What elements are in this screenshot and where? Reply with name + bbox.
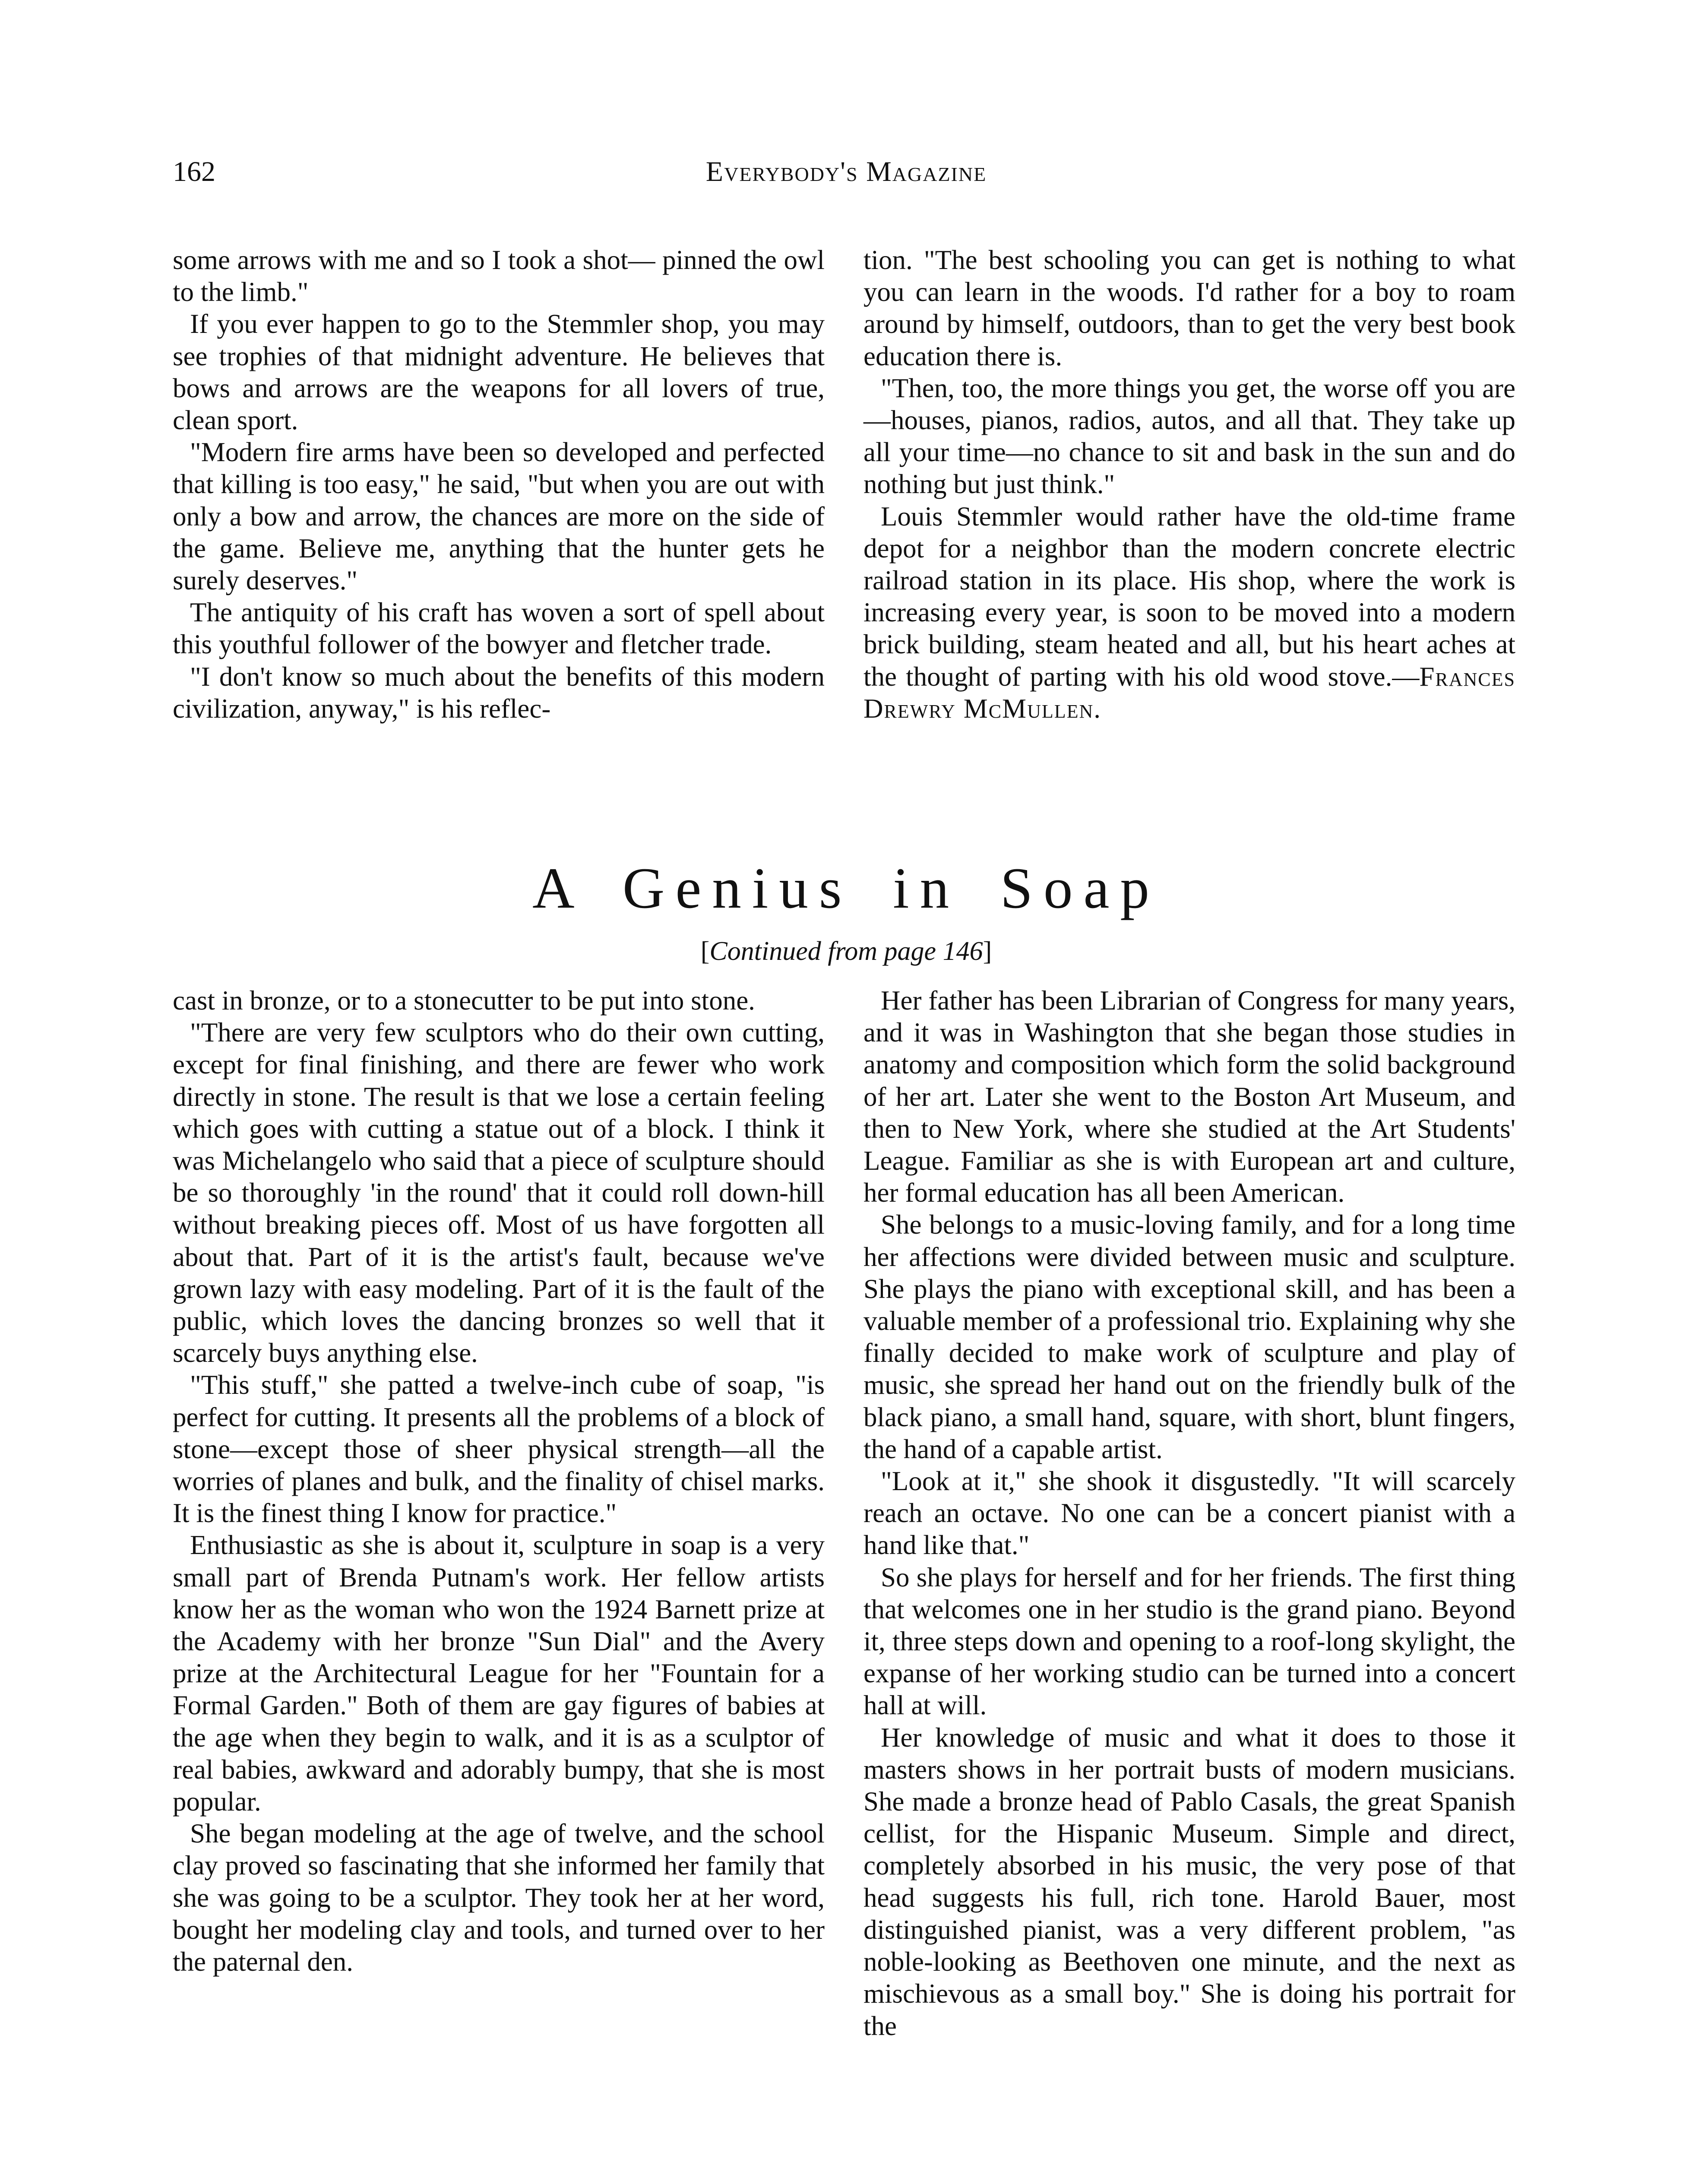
article-column-right xyxy=(863,985,1515,2042)
paragraph: "Look at it," she shook it disgustedly. "It will scarcely reach an octave. No one can be a concert pianist with a hand like that." xyxy=(863,1466,1515,1561)
paragraph: "I don't know so much about the benefits of this modern civilization, anyway," is his reflec- xyxy=(173,661,825,724)
paragraph: The antiquity of his craft has woven a sort of spell about this youthful follower of the bowyer and fletcher trade. xyxy=(173,597,825,660)
paragraph: She belongs to a music-loving family, and for a long time her affections were divided between music and sculpture. She plays the piano with exceptional skill, and has been a valuable member of a professional trio. Explaining why she finally decided to make work of sculpture and play of music, she spread her hand out on the friendly bulk of the black piano, a small hand, square, with short, blunt fingers, the hand of a capable artist. xyxy=(863,1209,1515,1464)
continued-bracket-close: ] xyxy=(983,937,992,966)
page-header xyxy=(173,155,1520,203)
article-column-left xyxy=(173,985,825,1978)
previous-article-column-left xyxy=(173,244,825,725)
author-byline: Frances Drewry McMullen. xyxy=(863,661,1515,724)
continued-note xyxy=(173,936,1520,967)
paragraph: some arrows with me and so I took a shot— pinned the owl to the limb." xyxy=(173,245,825,307)
paragraph: tion. "The best schooling you can get is nothing to what you can learn in the woods. I'd rather for a boy to roam around by himself, outdoors, than to get the very best book education there is. xyxy=(863,245,1515,371)
paragraph: "There are very few sculptors who do their own cutting, except for final finishing, and there are fewer who work directly in stone. The result is that we lose a certain feeling which goes with cutting a statue out of a block. I think it was Michelangelo who said that a piece of sculpture should be so thoroughly 'in the round' that it could roll down-hill without breaking pieces off. Most of us have forgotten all about that. Part of it is the artist's fault, because we've grown lazy with easy modeling. Part of it is the fault of the public, which loves the dancing bronzes so well that it scarcely buys anything else. xyxy=(173,1017,825,1368)
paragraph: "This stuff," she patted a twelve-inch cube of soap, "is perfect for cutting. It presents all the problems of a block of stone—except those of sheer physical strength—all the worries of planes and bulk, and the finality of chisel marks. It is the finest thing I know for practice." xyxy=(173,1370,825,1529)
magazine-title: Everybody's Magazine xyxy=(705,156,987,187)
paragraph: "Modern fire arms have been so developed and perfected that killing is too easy," he said, "but when you are out with only a bow and arrow, the chances are more on the side of the game. Believe me, anything that the hunter gets he surely deserves." xyxy=(173,437,825,596)
paragraph: Her father has been Librarian of Congress for many years, and it was in Washington that she began those studies in anatomy and composition which form the solid background of her art. Later she went to the Boston Art Museum, and then to New York, where she studied at the Art Students' League. Familiar as she is with European art and culture, her formal education has all been American. xyxy=(863,985,1515,1208)
paragraph: So she plays for herself and for her friends. The first thing that welcomes one in her studio is the grand piano. Beyond it, three steps down and opening to a roof-long skylight, the expanse of her working studio can be turned into a concert hall at will. xyxy=(863,1562,1515,1721)
paragraph-text: Louis Stemmler would rather have the old-time frame depot for a neighbor than the modern concrete electric railroad station in its place. His shop, where the work is increasing every year, is soon to be moved into a modern brick building, steam heated and all, but his heart aches at the thought of parting with his old wood stove.— xyxy=(863,501,1515,692)
page-number: 162 xyxy=(173,156,215,187)
continued-text: Continued from page 146 xyxy=(709,937,983,966)
continued-bracket-open: [ xyxy=(700,937,710,966)
paragraph: "Then, too, the more things you get, the worse off you are—houses, pianos, radios, autos, and all that. They take up all your time—no chance to sit and bask in the sun and do nothing but just think." xyxy=(863,373,1515,500)
paragraph: If you ever happen to go to the Stemmler shop, you may see trophies of that midnight adventure. He believes that bows and arrows are the weapons for all lovers of true, clean sport. xyxy=(173,309,825,436)
paragraph: cast in bronze, or to a stonecutter to be put into stone. xyxy=(173,985,755,1016)
closing-paragraph xyxy=(863,500,1515,725)
paragraph: Enthusiastic as she is about it, sculpture in soap is a very small part of Brenda Putnam's work. Her fellow artists know her as the woman who won the 1924 Barnett prize at the Academy with her bronze "Sun Dial" and the Avery prize at the Architectural League for her "Fountain for a Formal Garden." Both of them are gay figures of babies at the age when they begin to walk, and it is as a sculptor of real babies, awkward and adorably bumpy, that she is most popular. xyxy=(173,1530,825,1817)
paragraph: She began modeling at the age of twelve, and the school clay proved so fascinating that she informed her family that she was going to be a sculptor. They took her at her word, bought her modeling clay and tools, and turned over to her the paternal den. xyxy=(173,1818,825,1977)
paragraph: Her knowledge of music and what it does to those it masters shows in her portrait busts of modern musicians. She made a bronze head of Pablo Casals, the great Spanish cellist, for the Hispanic Museum. Simple and direct, completely absorbed in his music, the very pose of that head suggests his full, rich tone. Harold Bauer, most distinguished pianist, was a very different problem, "as noble-looking as Beethoven one minute, and the next as mischievous as a small boy." She is doing his portrait for the xyxy=(863,1722,1515,2041)
article-title: A Genius in Soap xyxy=(532,856,1160,921)
previous-article-column-right xyxy=(863,244,1515,725)
